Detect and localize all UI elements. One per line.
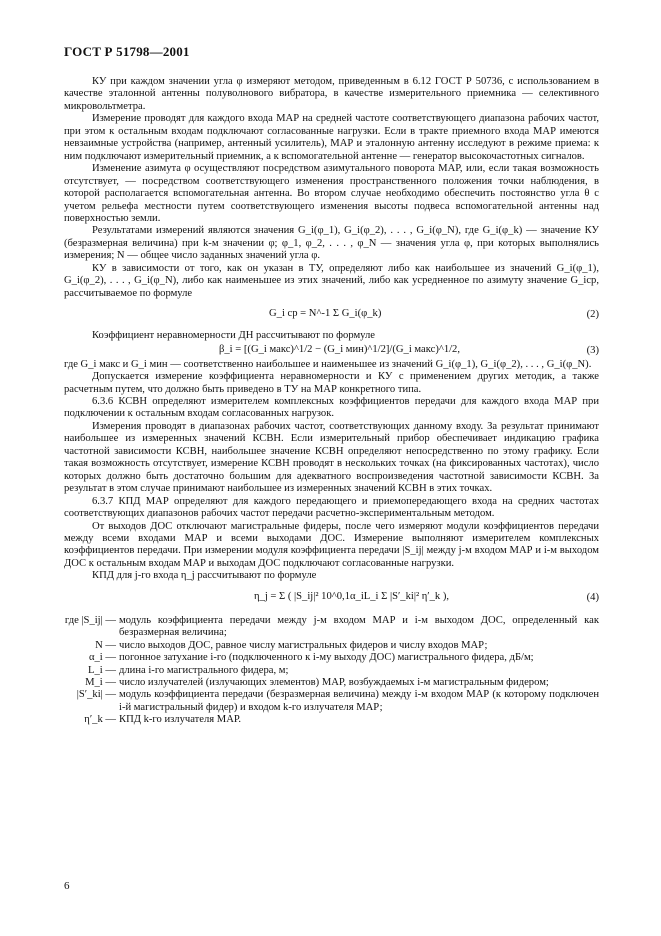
paragraph: Изменение азимута φ осуществляют посредством азимутального поворота МАР, или, если такая возможность отсутствует, — посредством соответствующего изменения пространственного положения точки наблюдения, в которой располагается вспомогательная антенна. Во втором случае необходимо обеспечить постоянство угла θ с учетом рельефа местности путем соответствующего изменения высоты подвеса вспомогательной антенны над поверхностью земли. <box>64 163 599 224</box>
formula-4-number: (4) <box>586 591 599 603</box>
definitions-list <box>64 615 599 727</box>
paragraph: Коэффициент неравномерности ДН рассчитывают по формуле <box>92 330 376 342</box>
formula-2-expression: G_i ср = N^-1 Σ G_i(φ_k) <box>269 308 382 320</box>
paragraph: 6.3.7 КПД МАР определяют для каждого передающего и приемопередающего входа на средних частотах соответствующих диапазонов рабочих частот передачи расчетно-экспериментальным методом. <box>64 495 599 520</box>
definition-text: КПД k-го излучателя МАР. <box>119 714 242 726</box>
definition-symbol: где |S_ij| — <box>64 614 116 626</box>
formula-3-number: (3) <box>586 344 599 356</box>
definition-item <box>64 689 599 714</box>
formula-3-expression: β_i = [(G_i макс)^1/2 − (G_i мин)^1/2]/(G_i макс)^1/2, <box>219 343 461 355</box>
definition-symbol: M_i — <box>85 677 116 689</box>
definition-symbol: L_i — <box>88 664 116 676</box>
definition-symbol: η′_k — <box>84 714 116 726</box>
definition-item <box>64 677 599 689</box>
formula-4 <box>64 583 599 613</box>
paragraph: От выходов ДОС отключают магистральные фидеры, после чего измеряют модули коэффициентов передачи между всеми входами МАР и всеми выходами ДОС. Измерение выполняют измерителем комплексных коэффициентов передачи. При измерении модуля коэффициента передачи |S_ij| между j-м входом МАР и i-м выходом ДОС к остальным входам МАР и выходам ДОС подключают согласованные нагрузки. <box>64 520 599 569</box>
definition-text: длина i-го магистрального фидера, м; <box>119 664 289 676</box>
formula-2 <box>64 300 599 330</box>
paragraph: КУ в зависимости от того, как он указан в ТУ, определяют либо как наибольшее из значений G_i(φ_1), G_i(φ_2), . . . , G_i(φ_N), либо как наименьшее из этих значений, либо как усредненное по азимуту значение G_iср, рассчитываемое по формуле <box>64 262 599 299</box>
definition-text: модуль коэффициента передачи (безразмерная величина) между i-м входом МАР (к которому подключен i-й магистральный фидер) и входом k-го излучателя МАР; <box>119 689 599 713</box>
document-header: ГОСТ Р 51798—2001 <box>64 44 190 59</box>
paragraph: Измерения проводят в диапазонах рабочих частот, соответствующих данному входу. За результат принимают наибольшее из измеренных значений КСВН. Если измерительный прибор обеспечивает индикацию графика частотной зависимости КСВН, наибольшее значение КСВН определяют непосредственно по этому графику. Если такая возможность отсутствует, измерение КСВН проводят в нескольких точках (на фиксированных частотах), число которых должно быть достаточно большим для адекватного воспроизведения частотной зависимости КСВН. За результат в этом случае принимают наибольшее из измеренных значений КСВН в этих точках. <box>64 420 599 495</box>
definition-text: погонное затухание i-го (подключенного к i-му выходу ДОС) магистрального фидера, дБ/м; <box>119 652 534 664</box>
paragraph: где G_i макс и G_i мин — соответственно наибольшее и наименьшее из значений G_i(φ_1), G_i(φ_2), . . . , G_i(φ_N). <box>64 358 592 370</box>
definition-item <box>64 640 599 652</box>
formula-2-number: (2) <box>586 308 599 320</box>
definition-item <box>64 714 599 726</box>
definition-symbol: N — <box>95 639 116 651</box>
definition-item <box>64 665 599 677</box>
definition-text: модуль коэффициента передачи между j-м входом МАР и i-м выходом ДОС, определенный как безразмерная величина; <box>119 614 599 639</box>
page-number: 6 <box>64 880 70 892</box>
definition-item <box>64 615 599 640</box>
definition-symbol: |S′_ki| — <box>76 689 116 701</box>
definition-item <box>64 652 599 664</box>
paragraph: КПД для j-го входа η_j рассчитывают по формуле <box>92 570 317 582</box>
definition-text: число излучателей (излучающих элементов) МАР, возбуждаемых i-м магистральным фидером; <box>119 677 549 689</box>
formula-4-expression: η_j = Σ ( |S_ij|² 10^0,1α_iL_i Σ |S′_ki|² η′_k ), <box>254 590 450 602</box>
formula-3 <box>64 343 599 359</box>
definition-text: число выходов ДОС, равное числу магистральных фидеров и числу входов МАР; <box>119 639 488 651</box>
definition-symbol: α_i — <box>88 652 116 664</box>
paragraph: КУ при каждом значении угла φ измеряют методом, приведенным в 6.12 ГОСТ Р 50736, с использованием в качестве эталонной антенны полуволнового вибратора, в качестве измерительного приемника — селективного микровольтметра. <box>64 76 599 112</box>
paragraph: Допускается измерение коэффициента неравномерности и КУ с применением других методик, а также расчетным путем, что должно быть приведено в ТУ на МАР конкретного типа. <box>64 371 599 395</box>
document-body <box>64 76 599 727</box>
paragraph: Измерение проводят для каждого входа МАР на средней частоте соответствующего диапазона рабочих частот, при этом к остальным входам подключают согласованные нагрузки. Если в тракте приемного входа МАР имеются невзаимные устройства (например, антенный усилитель), МАР и эталонную антенну исследуют в режиме приема: к ним подключают измерительный приемник, а к вспомогательной антенне — генератор высокочастотных сигналов. <box>64 113 599 162</box>
paragraph: 6.3.6 КСВН определяют измерителем комплексных коэффициентов передачи для каждого входа МАР при подключении к остальным входам согласованных нагрузок. <box>64 395 599 420</box>
paragraph: Результатами измерений являются значения G_i(φ_1), G_i(φ_2), . . . , G_i(φ_N), где G_i(φ_k) — значение КУ (безразмерная величина) при k-м значении φ; φ_1, φ_2, . . . , φ_N — значения угла φ, при которых выполнялись измерения; N — общее число заданных значений угла φ. <box>64 225 599 262</box>
